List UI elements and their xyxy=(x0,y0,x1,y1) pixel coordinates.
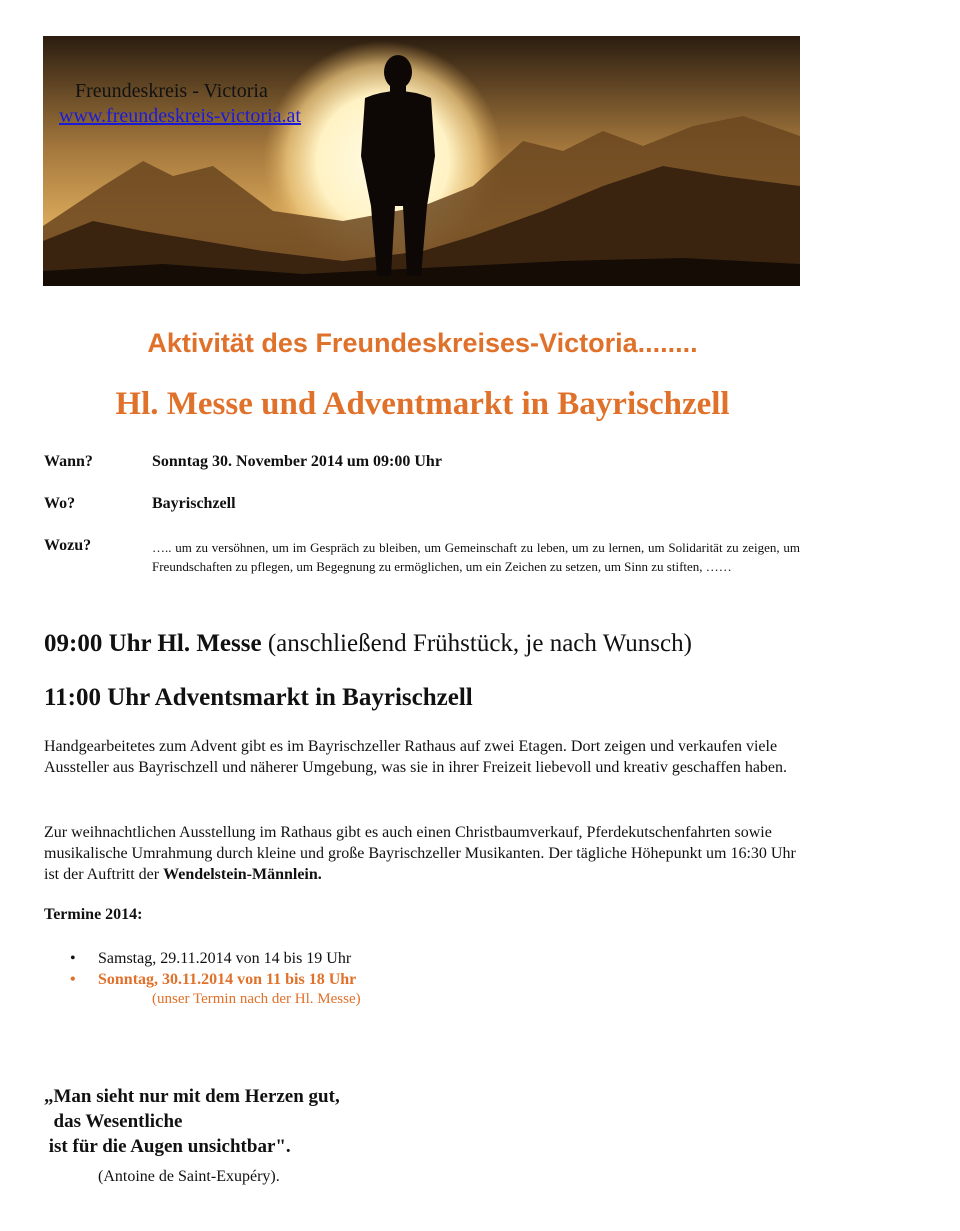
quote-line: ist für die Augen unsichtbar". xyxy=(44,1136,291,1157)
paragraph-handgearbeitetes: Handgearbeitetes zum Advent gibt es im Bayrischzeller Rathaus auf zwei Etagen. Dort zeigen und verkaufen viele Aussteller aus Bayrischzell und näherer Umgebung, was sie in ihrer Freizeit liebevoll und kreativ geschaffen haben. xyxy=(44,738,788,776)
bullet-icon: • xyxy=(70,950,76,967)
brand-title: Freundeskreis - Victoria xyxy=(75,80,268,102)
wozu-label: Wozu? xyxy=(44,537,92,554)
wo-value: Bayrischzell xyxy=(152,495,236,512)
wo-label: Wo? xyxy=(44,495,76,512)
list-item xyxy=(70,948,356,969)
quote-block xyxy=(44,1084,340,1159)
messe-heading-rest: (anschließend Frühstück, je nach Wunsch) xyxy=(261,630,692,657)
wozu-value: ….. um zu versöhnen, um im Gespräch zu bleiben, um Gemeinschaft zu leben, um zu lernen, um Solidarität zu zeigen, um Freundschaften zu pflegen, um Begegnung zu ermöglichen, um ein Zeichen zu setzen, um Sinn zu stiften, …… xyxy=(152,540,800,574)
list-item xyxy=(70,969,356,990)
quote-line: das Wesentliche xyxy=(44,1111,183,1132)
messe-heading-bold: 09:00 Uhr Hl. Messe xyxy=(44,630,262,657)
header-banner-image xyxy=(43,36,800,286)
activity-subtitle: Aktivität des Freundeskreises-Victoria........ xyxy=(147,328,698,358)
bullet-icon: • xyxy=(70,971,76,988)
quote-line: „Man sieht nur mit dem Herzen gut, xyxy=(44,1086,340,1107)
markt-heading: 11:00 Uhr Adventsmarkt in Bayrischzell xyxy=(44,684,473,711)
paragraph-ausstellung-text: Zur weihnachtlichen Ausstellung im Rathaus gibt es auch einen Christbaumverkauf, Pferdekutschenfahrten sowie musikalische Umrahmung durch kleine und große Bayrischzeller Musikanten. Der tägliche Höhepunkt um 16:30 Uhr ist der Auftritt der xyxy=(44,824,796,883)
website-link[interactable]: www.freundeskreis-victoria.at xyxy=(59,105,301,127)
wann-value: Sonntag 30. November 2014 um 09:00 Uhr xyxy=(152,453,442,470)
messe-heading xyxy=(44,630,692,658)
termine-item-text: Sonntag, 30.11.2014 von 11 bis 18 Uhr xyxy=(98,971,357,988)
wann-label: Wann? xyxy=(44,453,93,470)
paragraph-ausstellung-bold: Wendelstein-Männlein. xyxy=(163,866,322,883)
paragraph-ausstellung xyxy=(44,822,804,885)
termine-list xyxy=(70,948,356,990)
quote-author: (Antoine de Saint-Exupéry). xyxy=(98,1168,280,1185)
termine-item-text: Samstag, 29.11.2014 von 14 bis 19 Uhr xyxy=(98,950,352,967)
event-title: Hl. Messe und Adventmarkt in Bayrischzell xyxy=(115,386,730,422)
termine-label: Termine 2014: xyxy=(44,906,143,923)
termine-note: (unser Termin nach der Hl. Messe) xyxy=(152,991,361,1007)
